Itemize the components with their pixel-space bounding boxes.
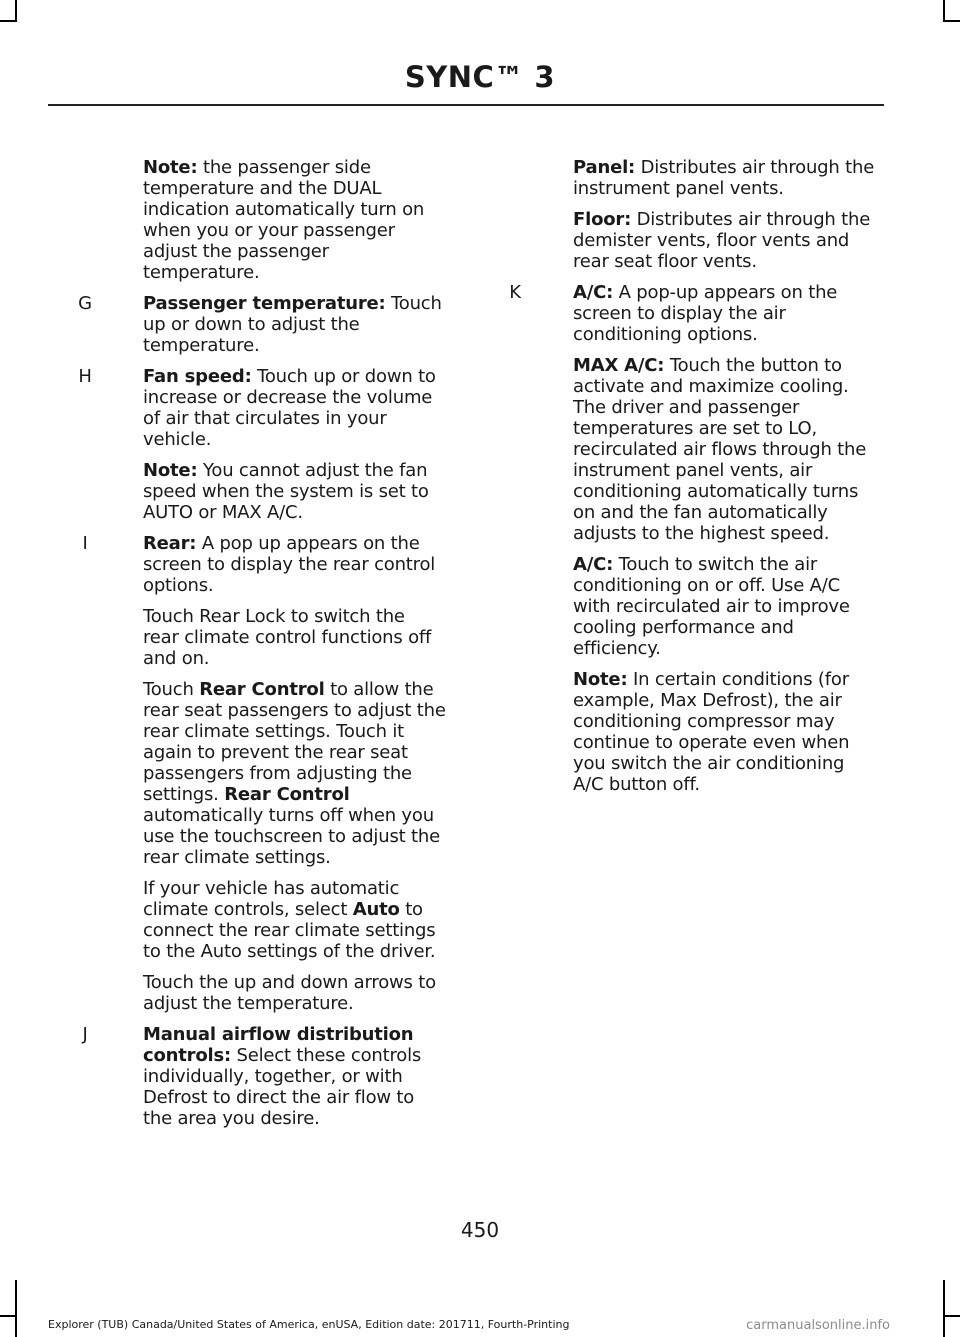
paragraph — [573, 157, 880, 199]
paragraph — [573, 209, 880, 272]
callout-entry — [500, 282, 880, 805]
paragraph — [143, 533, 446, 596]
bold-term: Panel: — [573, 157, 636, 178]
text-run: Select these controls individually, together, or with Defrost to direct the air flow to the area you desire. — [143, 1045, 422, 1129]
callout-letter-text: K — [509, 282, 521, 303]
callout-description — [573, 282, 880, 805]
watermark-text: carmanualsonline.info — [746, 1318, 890, 1333]
callout-letter — [70, 1024, 143, 1139]
callout-entry — [70, 157, 446, 293]
callout-letter — [500, 157, 573, 282]
callout-letter — [70, 366, 143, 533]
bold-term: Note: — [143, 460, 198, 481]
text-run: A pop-up appears on the screen to display the air conditioning options. — [573, 282, 838, 345]
text-run: Distributes air through the demister vents, floor vents and rear seat floor vents. — [573, 209, 871, 272]
paragraph — [143, 293, 446, 356]
paragraph — [573, 554, 880, 659]
bold-term: Floor: — [573, 209, 632, 230]
paragraph — [143, 157, 446, 283]
paragraph — [143, 972, 446, 1014]
text-run: Distributes air through the instrument panel vents. — [573, 157, 875, 199]
text-run: You cannot adjust the fan speed when the system is set to AUTO or MAX A/C. — [143, 460, 429, 523]
callout-description — [143, 1024, 446, 1139]
paragraph — [143, 460, 446, 523]
callout-description — [143, 157, 446, 293]
bold-term: Fan speed: — [143, 366, 252, 387]
text-run: automatically turns off when you use the touchscreen to adjust the rear climate settings. — [143, 805, 440, 868]
crop-mark — [15, 0, 17, 22]
text-run: In certain conditions (for example, Max Defrost), the air conditioning compressor may continue to operate even when you switch the air conditioning A/C button off. — [573, 669, 850, 795]
bold-term: A/C: — [573, 282, 614, 303]
paragraph — [143, 679, 446, 868]
crop-mark — [943, 20, 960, 22]
paragraph — [573, 669, 880, 795]
text-run: to allow the rear seat passengers to adjust the rear climate settings. Touch it again to prevent the rear seat passengers from adjusting the settings. — [143, 679, 446, 805]
callout-letter-text: I — [82, 533, 88, 554]
callout-entry — [70, 293, 446, 366]
header-divider — [48, 104, 884, 106]
bold-term: Auto — [352, 899, 400, 920]
bold-term: Note: — [143, 157, 198, 178]
crop-mark — [15, 1280, 17, 1337]
text-run: Touch the button to activate and maximize cooling. The driver and passenger temperatures are set to LO, recirculated air flows through the instrument panel vents, air conditioning automatically turns on and the fan automatically adjusts to the highest speed. — [573, 355, 867, 544]
crop-mark — [943, 1280, 945, 1337]
paragraph — [143, 606, 446, 669]
bold-term: Manual airflow distribution controls: — [143, 1024, 414, 1066]
bold-term: MAX A/C: — [573, 355, 665, 376]
left-column — [70, 157, 446, 1139]
bold-term: Rear Control — [224, 784, 350, 805]
page-number: 450 — [460, 1218, 500, 1242]
callout-description — [143, 533, 446, 1024]
callout-letter — [70, 533, 143, 1024]
paragraph — [143, 366, 446, 450]
text-run: Touch up or down to increase or decrease the volume of air that circulates in your vehicle. — [143, 366, 436, 450]
crop-mark — [943, 0, 945, 22]
paragraph — [573, 355, 880, 544]
callout-letter — [70, 157, 143, 293]
crop-mark — [943, 1315, 960, 1317]
paragraph — [143, 1024, 446, 1129]
callout-letter-text: G — [78, 293, 92, 314]
callout-entry — [70, 366, 446, 533]
text-run: A pop up appears on the screen to display the rear control options. — [143, 533, 436, 596]
text-run: Touch up or down to adjust the temperature. — [143, 293, 442, 356]
footer-edition-text: Explorer (TUB) Canada/United States of America, enUSA, Edition date: 201711, Fourth-Printing — [48, 1318, 570, 1331]
text-run: Touch to switch the air conditioning on or off. Use A/C with recirculated air to improve cooling performance and efficiency. — [573, 554, 850, 659]
bold-term: Rear: — [143, 533, 197, 554]
callout-entry — [500, 157, 880, 282]
callout-letter — [500, 282, 573, 805]
callout-letter-text: H — [78, 366, 92, 387]
bold-term: Passenger temperature: — [143, 293, 386, 314]
callout-description — [573, 157, 880, 282]
text-run: Touch Rear Lock to switch the rear climate control functions off and on. — [143, 606, 432, 669]
bold-term: Note: — [573, 669, 628, 690]
text-run: If your vehicle has automatic climate controls, select — [143, 878, 400, 920]
bold-term: A/C: — [573, 554, 614, 575]
callout-description — [143, 293, 446, 366]
right-column — [500, 157, 880, 805]
callout-letter-text: J — [82, 1024, 88, 1045]
text-run: to connect the rear climate settings to the Auto settings of the driver. — [143, 899, 436, 962]
callout-entry — [70, 533, 446, 1024]
paragraph — [143, 878, 446, 962]
text-run: Touch — [143, 679, 200, 700]
crop-mark — [0, 20, 17, 22]
bold-term: Rear Control — [199, 679, 325, 700]
crop-mark — [0, 1315, 17, 1317]
text-run: the passenger side temperature and the DUAL indication automatically turn on when you or your passenger adjust the passenger temperature. — [143, 157, 425, 283]
callout-description — [143, 366, 446, 533]
text-run: Touch the up and down arrows to adjust the temperature. — [143, 972, 436, 1014]
callout-letter — [70, 293, 143, 366]
callout-entry — [70, 1024, 446, 1139]
paragraph — [573, 282, 880, 345]
page-title: SYNC™ 3 — [404, 60, 556, 94]
